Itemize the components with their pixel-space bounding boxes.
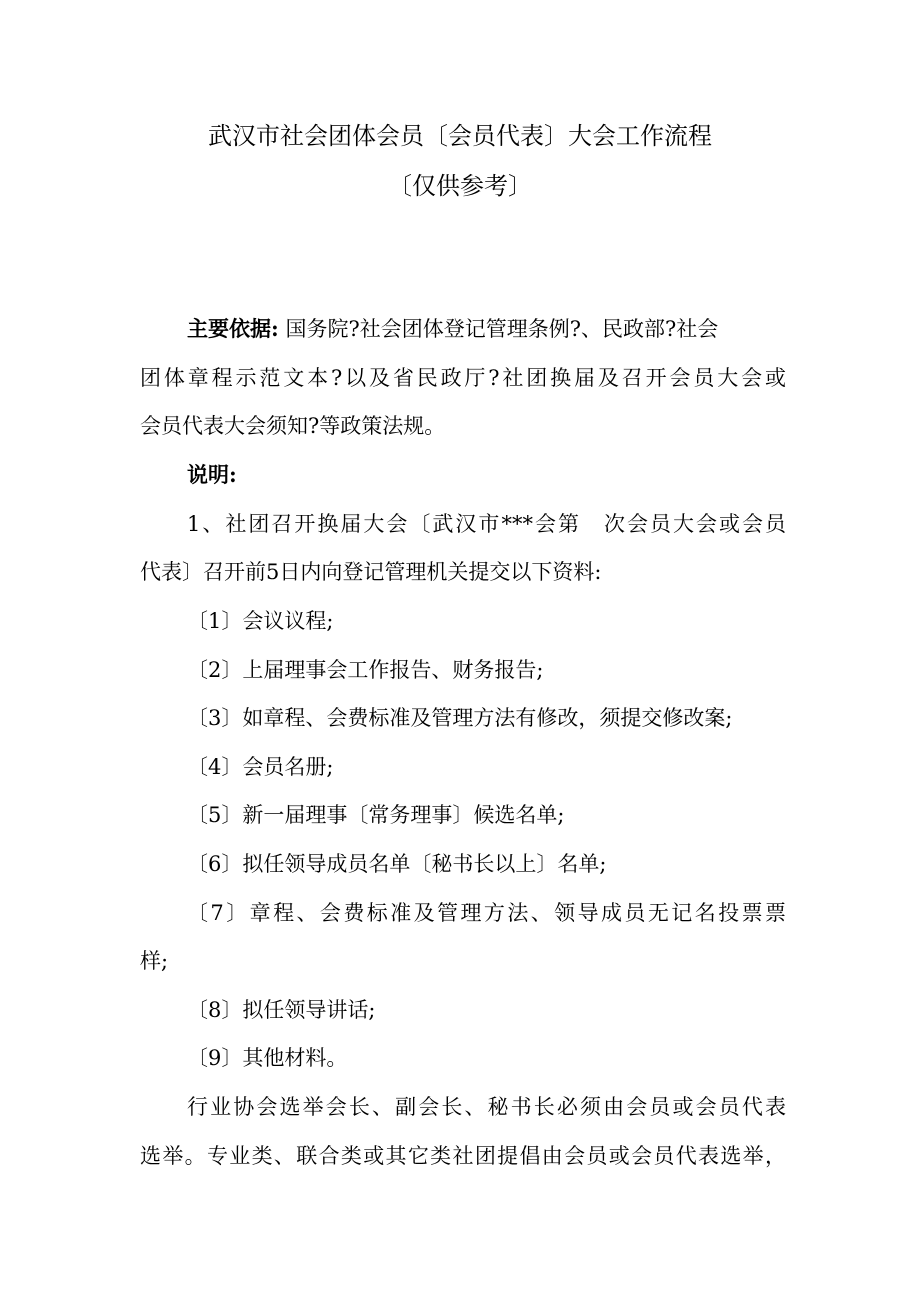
material-item-3: 〔3〕如章程、会费标准及管理方法有修改，须提交修改案; bbox=[187, 706, 733, 730]
material-item-9: 〔9〕其他材料。 bbox=[187, 1046, 348, 1070]
material-item-7-continued: 样; bbox=[140, 949, 169, 973]
basis-text-1: 国务院?社会团体登记管理条例?、民政部?社会 bbox=[285, 317, 719, 341]
basis-paragraph-line-2: 团体章程示范文本?以及省民政厅?社团换届及召开会员大会或 bbox=[140, 366, 786, 390]
material-item-6: 〔6〕拟任领导成员名单〔秘书长以上〕名单; bbox=[187, 852, 607, 876]
item1-line-1: 1、社团召开换届大会〔武汉市***会第 次会员大会或会员 bbox=[187, 512, 786, 536]
material-item-1: 〔1〕会议议程; bbox=[187, 609, 334, 633]
material-item-4: 〔4〕会员名册; bbox=[187, 755, 334, 779]
basis-paragraph-line-3: 会员代表大会须知?等政策法规。 bbox=[140, 414, 446, 438]
basis-paragraph-line-1 bbox=[187, 314, 718, 344]
material-item-8: 〔8〕拟任领导讲话; bbox=[187, 998, 376, 1022]
election-line-2: 选举。专业类、联合类或其它类社团提倡由会员或会员代表选举， bbox=[140, 1144, 786, 1168]
material-item-2: 〔2〕上届理事会工作报告、财务报告; bbox=[187, 658, 544, 682]
explanation-label: 说明: bbox=[187, 462, 237, 487]
election-line-1: 行业协会选举会长、副会长、秘书长必须由会员或会员代表 bbox=[187, 1095, 786, 1119]
item1-line-2: 代表〕召开前5日内向登记管理机关提交以下资料: bbox=[140, 560, 602, 584]
document-title: 武汉市社会团体会员〔会员代表〕大会工作流程 bbox=[208, 122, 712, 150]
material-item-5: 〔5〕新一届理事〔常务理事〕候选名单; bbox=[187, 803, 565, 827]
basis-label: 主要依据: bbox=[187, 316, 279, 341]
document-subtitle: 〔仅供参考〕 bbox=[388, 172, 532, 200]
material-item-7: 〔7〕章程、会费标准及管理方法、领导成员无记名投票票 bbox=[187, 901, 786, 925]
